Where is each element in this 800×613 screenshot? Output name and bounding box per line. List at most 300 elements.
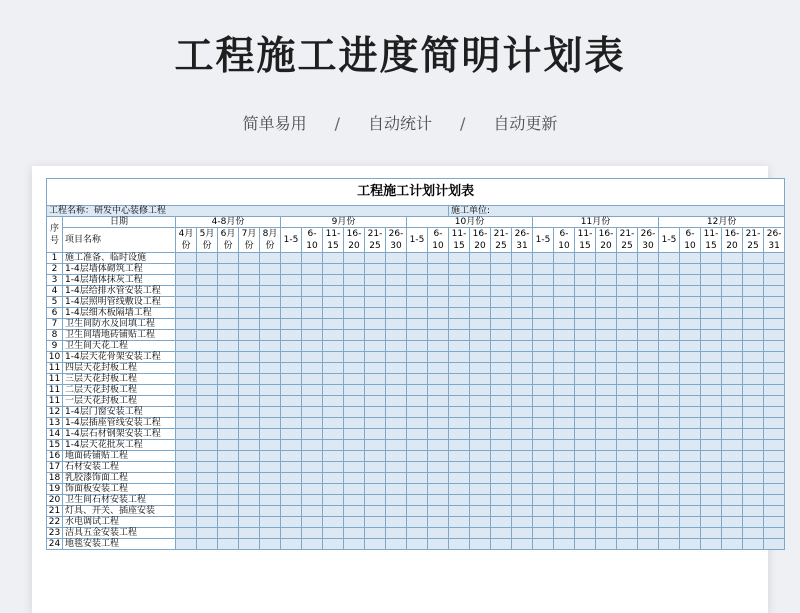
schedule-cell[interactable] — [428, 330, 449, 341]
schedule-cell[interactable] — [260, 462, 281, 473]
schedule-cell[interactable] — [596, 440, 617, 451]
schedule-cell[interactable] — [386, 341, 407, 352]
schedule-cell[interactable] — [680, 528, 701, 539]
schedule-cell[interactable] — [260, 286, 281, 297]
schedule-cell[interactable] — [638, 264, 659, 275]
schedule-cell[interactable] — [281, 407, 302, 418]
schedule-cell[interactable] — [554, 286, 575, 297]
schedule-cell[interactable] — [512, 462, 533, 473]
schedule-cell[interactable] — [239, 352, 260, 363]
schedule-cell[interactable] — [239, 517, 260, 528]
schedule-cell[interactable] — [533, 484, 554, 495]
schedule-cell[interactable] — [722, 451, 743, 462]
schedule-cell[interactable] — [386, 297, 407, 308]
schedule-cell[interactable] — [323, 418, 344, 429]
schedule-cell[interactable] — [449, 440, 470, 451]
schedule-cell[interactable] — [701, 528, 722, 539]
schedule-cell[interactable] — [533, 407, 554, 418]
schedule-cell[interactable] — [281, 385, 302, 396]
schedule-cell[interactable] — [197, 462, 218, 473]
schedule-cell[interactable] — [617, 396, 638, 407]
schedule-cell[interactable] — [344, 517, 365, 528]
schedule-cell[interactable] — [701, 440, 722, 451]
schedule-cell[interactable] — [491, 473, 512, 484]
schedule-cell[interactable] — [449, 253, 470, 264]
schedule-cell[interactable] — [554, 352, 575, 363]
schedule-cell[interactable] — [428, 495, 449, 506]
schedule-cell[interactable] — [302, 506, 323, 517]
schedule-cell[interactable] — [449, 341, 470, 352]
schedule-cell[interactable] — [428, 363, 449, 374]
schedule-cell[interactable] — [428, 286, 449, 297]
schedule-cell[interactable] — [344, 462, 365, 473]
schedule-cell[interactable] — [533, 517, 554, 528]
schedule-cell[interactable] — [176, 275, 197, 286]
schedule-cell[interactable] — [638, 275, 659, 286]
schedule-cell[interactable] — [302, 407, 323, 418]
schedule-cell[interactable] — [512, 308, 533, 319]
schedule-cell[interactable] — [344, 297, 365, 308]
schedule-cell[interactable] — [260, 253, 281, 264]
schedule-cell[interactable] — [743, 462, 764, 473]
schedule-cell[interactable] — [239, 539, 260, 550]
schedule-cell[interactable] — [365, 506, 386, 517]
schedule-cell[interactable] — [596, 264, 617, 275]
schedule-cell[interactable] — [596, 495, 617, 506]
schedule-cell[interactable] — [638, 253, 659, 264]
schedule-cell[interactable] — [344, 484, 365, 495]
schedule-cell[interactable] — [596, 451, 617, 462]
schedule-cell[interactable] — [323, 528, 344, 539]
schedule-cell[interactable] — [764, 473, 785, 484]
schedule-cell[interactable] — [449, 374, 470, 385]
schedule-cell[interactable] — [407, 385, 428, 396]
schedule-cell[interactable] — [533, 506, 554, 517]
schedule-cell[interactable] — [260, 297, 281, 308]
schedule-cell[interactable] — [617, 275, 638, 286]
schedule-cell[interactable] — [617, 286, 638, 297]
schedule-cell[interactable] — [596, 528, 617, 539]
schedule-cell[interactable] — [722, 352, 743, 363]
schedule-cell[interactable] — [554, 528, 575, 539]
schedule-cell[interactable] — [260, 539, 281, 550]
schedule-cell[interactable] — [470, 484, 491, 495]
schedule-cell[interactable] — [617, 506, 638, 517]
schedule-cell[interactable] — [302, 462, 323, 473]
schedule-cell[interactable] — [512, 319, 533, 330]
schedule-cell[interactable] — [722, 374, 743, 385]
schedule-cell[interactable] — [533, 429, 554, 440]
schedule-cell[interactable] — [638, 517, 659, 528]
schedule-cell[interactable] — [554, 374, 575, 385]
schedule-cell[interactable] — [743, 473, 764, 484]
schedule-cell[interactable] — [743, 363, 764, 374]
schedule-cell[interactable] — [428, 506, 449, 517]
schedule-cell[interactable] — [302, 396, 323, 407]
schedule-cell[interactable] — [533, 539, 554, 550]
schedule-cell[interactable] — [638, 341, 659, 352]
schedule-cell[interactable] — [533, 528, 554, 539]
schedule-cell[interactable] — [512, 286, 533, 297]
schedule-cell[interactable] — [302, 495, 323, 506]
schedule-cell[interactable] — [701, 385, 722, 396]
schedule-cell[interactable] — [449, 363, 470, 374]
schedule-cell[interactable] — [407, 253, 428, 264]
schedule-cell[interactable] — [239, 451, 260, 462]
schedule-cell[interactable] — [554, 517, 575, 528]
schedule-cell[interactable] — [638, 308, 659, 319]
schedule-cell[interactable] — [617, 264, 638, 275]
schedule-cell[interactable] — [281, 440, 302, 451]
schedule-cell[interactable] — [680, 495, 701, 506]
schedule-cell[interactable] — [659, 264, 680, 275]
schedule-cell[interactable] — [764, 528, 785, 539]
schedule-cell[interactable] — [764, 341, 785, 352]
schedule-cell[interactable] — [638, 506, 659, 517]
schedule-cell[interactable] — [197, 506, 218, 517]
schedule-cell[interactable] — [449, 429, 470, 440]
schedule-cell[interactable] — [617, 528, 638, 539]
schedule-cell[interactable] — [575, 297, 596, 308]
schedule-cell[interactable] — [617, 462, 638, 473]
schedule-cell[interactable] — [512, 484, 533, 495]
schedule-cell[interactable] — [680, 517, 701, 528]
schedule-cell[interactable] — [533, 440, 554, 451]
schedule-cell[interactable] — [533, 341, 554, 352]
schedule-cell[interactable] — [449, 275, 470, 286]
schedule-cell[interactable] — [281, 396, 302, 407]
schedule-cell[interactable] — [239, 440, 260, 451]
schedule-cell[interactable] — [218, 363, 239, 374]
schedule-cell[interactable] — [701, 319, 722, 330]
schedule-cell[interactable] — [470, 264, 491, 275]
schedule-cell[interactable] — [764, 495, 785, 506]
schedule-cell[interactable] — [575, 363, 596, 374]
schedule-cell[interactable] — [596, 473, 617, 484]
schedule-cell[interactable] — [491, 528, 512, 539]
schedule-cell[interactable] — [176, 418, 197, 429]
schedule-cell[interactable] — [470, 275, 491, 286]
schedule-cell[interactable] — [764, 539, 785, 550]
schedule-cell[interactable] — [470, 440, 491, 451]
schedule-cell[interactable] — [218, 319, 239, 330]
schedule-cell[interactable] — [596, 352, 617, 363]
schedule-cell[interactable] — [344, 286, 365, 297]
schedule-cell[interactable] — [533, 385, 554, 396]
schedule-cell[interactable] — [386, 418, 407, 429]
schedule-cell[interactable] — [596, 407, 617, 418]
schedule-cell[interactable] — [512, 539, 533, 550]
schedule-cell[interactable] — [659, 385, 680, 396]
schedule-cell[interactable] — [260, 429, 281, 440]
schedule-cell[interactable] — [680, 539, 701, 550]
schedule-cell[interactable] — [764, 352, 785, 363]
schedule-cell[interactable] — [344, 264, 365, 275]
schedule-cell[interactable] — [386, 308, 407, 319]
schedule-cell[interactable] — [743, 451, 764, 462]
schedule-cell[interactable] — [659, 253, 680, 264]
schedule-cell[interactable] — [491, 418, 512, 429]
schedule-cell[interactable] — [701, 506, 722, 517]
schedule-cell[interactable] — [680, 418, 701, 429]
schedule-cell[interactable] — [218, 528, 239, 539]
schedule-cell[interactable] — [575, 429, 596, 440]
schedule-cell[interactable] — [407, 517, 428, 528]
schedule-cell[interactable] — [638, 418, 659, 429]
schedule-cell[interactable] — [470, 308, 491, 319]
schedule-cell[interactable] — [260, 473, 281, 484]
schedule-cell[interactable] — [680, 506, 701, 517]
schedule-cell[interactable] — [365, 330, 386, 341]
schedule-cell[interactable] — [428, 517, 449, 528]
schedule-cell[interactable] — [638, 407, 659, 418]
schedule-cell[interactable] — [197, 539, 218, 550]
schedule-cell[interactable] — [596, 385, 617, 396]
schedule-cell[interactable] — [407, 506, 428, 517]
schedule-cell[interactable] — [302, 319, 323, 330]
schedule-cell[interactable] — [323, 275, 344, 286]
schedule-cell[interactable] — [596, 506, 617, 517]
schedule-cell[interactable] — [197, 297, 218, 308]
schedule-cell[interactable] — [638, 440, 659, 451]
schedule-cell[interactable] — [323, 330, 344, 341]
schedule-cell[interactable] — [764, 429, 785, 440]
schedule-cell[interactable] — [470, 462, 491, 473]
schedule-cell[interactable] — [554, 407, 575, 418]
schedule-cell[interactable] — [470, 539, 491, 550]
schedule-cell[interactable] — [176, 297, 197, 308]
schedule-cell[interactable] — [743, 484, 764, 495]
schedule-cell[interactable] — [491, 385, 512, 396]
schedule-cell[interactable] — [218, 407, 239, 418]
schedule-cell[interactable] — [512, 396, 533, 407]
schedule-cell[interactable] — [197, 429, 218, 440]
schedule-cell[interactable] — [512, 451, 533, 462]
schedule-cell[interactable] — [491, 517, 512, 528]
schedule-cell[interactable] — [680, 297, 701, 308]
schedule-cell[interactable] — [533, 396, 554, 407]
schedule-cell[interactable] — [239, 462, 260, 473]
schedule-cell[interactable] — [680, 385, 701, 396]
schedule-cell[interactable] — [554, 341, 575, 352]
schedule-cell[interactable] — [386, 330, 407, 341]
schedule-cell[interactable] — [575, 341, 596, 352]
schedule-cell[interactable] — [701, 352, 722, 363]
schedule-cell[interactable] — [407, 440, 428, 451]
schedule-cell[interactable] — [722, 396, 743, 407]
schedule-cell[interactable] — [554, 319, 575, 330]
schedule-cell[interactable] — [449, 528, 470, 539]
schedule-cell[interactable] — [239, 407, 260, 418]
schedule-cell[interactable] — [470, 374, 491, 385]
schedule-cell[interactable] — [743, 275, 764, 286]
schedule-cell[interactable] — [533, 319, 554, 330]
schedule-cell[interactable] — [386, 451, 407, 462]
schedule-cell[interactable] — [386, 275, 407, 286]
schedule-cell[interactable] — [659, 352, 680, 363]
schedule-cell[interactable] — [659, 308, 680, 319]
schedule-cell[interactable] — [575, 539, 596, 550]
schedule-cell[interactable] — [386, 517, 407, 528]
schedule-cell[interactable] — [596, 330, 617, 341]
schedule-cell[interactable] — [743, 429, 764, 440]
schedule-cell[interactable] — [197, 352, 218, 363]
schedule-cell[interactable] — [281, 363, 302, 374]
schedule-cell[interactable] — [344, 374, 365, 385]
schedule-cell[interactable] — [764, 484, 785, 495]
schedule-cell[interactable] — [239, 528, 260, 539]
schedule-cell[interactable] — [281, 462, 302, 473]
schedule-cell[interactable] — [659, 319, 680, 330]
schedule-cell[interactable] — [428, 297, 449, 308]
schedule-cell[interactable] — [764, 363, 785, 374]
schedule-cell[interactable] — [638, 319, 659, 330]
schedule-cell[interactable] — [638, 385, 659, 396]
schedule-cell[interactable] — [680, 341, 701, 352]
schedule-cell[interactable] — [470, 297, 491, 308]
schedule-cell[interactable] — [239, 363, 260, 374]
schedule-cell[interactable] — [197, 253, 218, 264]
schedule-cell[interactable] — [638, 528, 659, 539]
schedule-cell[interactable] — [365, 517, 386, 528]
schedule-cell[interactable] — [386, 385, 407, 396]
schedule-cell[interactable] — [386, 286, 407, 297]
schedule-cell[interactable] — [239, 506, 260, 517]
schedule-cell[interactable] — [659, 396, 680, 407]
schedule-cell[interactable] — [281, 264, 302, 275]
schedule-cell[interactable] — [239, 275, 260, 286]
schedule-cell[interactable] — [365, 319, 386, 330]
schedule-cell[interactable] — [302, 264, 323, 275]
schedule-cell[interactable] — [323, 506, 344, 517]
schedule-cell[interactable] — [701, 264, 722, 275]
schedule-cell[interactable] — [701, 308, 722, 319]
schedule-cell[interactable] — [386, 319, 407, 330]
schedule-cell[interactable] — [743, 297, 764, 308]
schedule-cell[interactable] — [596, 363, 617, 374]
schedule-cell[interactable] — [554, 539, 575, 550]
schedule-cell[interactable] — [344, 253, 365, 264]
schedule-cell[interactable] — [512, 253, 533, 264]
schedule-cell[interactable] — [197, 308, 218, 319]
schedule-cell[interactable] — [722, 462, 743, 473]
schedule-cell[interactable] — [491, 374, 512, 385]
schedule-cell[interactable] — [428, 308, 449, 319]
schedule-cell[interactable] — [554, 451, 575, 462]
schedule-cell[interactable] — [491, 539, 512, 550]
schedule-cell[interactable] — [743, 264, 764, 275]
schedule-cell[interactable] — [512, 440, 533, 451]
schedule-cell[interactable] — [722, 506, 743, 517]
schedule-cell[interactable] — [365, 473, 386, 484]
schedule-cell[interactable] — [218, 451, 239, 462]
schedule-cell[interactable] — [680, 308, 701, 319]
schedule-cell[interactable] — [344, 429, 365, 440]
schedule-cell[interactable] — [722, 517, 743, 528]
schedule-cell[interactable] — [218, 495, 239, 506]
schedule-cell[interactable] — [659, 297, 680, 308]
schedule-cell[interactable] — [365, 407, 386, 418]
schedule-cell[interactable] — [743, 396, 764, 407]
schedule-cell[interactable] — [260, 363, 281, 374]
schedule-cell[interactable] — [239, 385, 260, 396]
schedule-cell[interactable] — [176, 473, 197, 484]
schedule-cell[interactable] — [659, 495, 680, 506]
schedule-cell[interactable] — [680, 407, 701, 418]
schedule-cell[interactable] — [575, 385, 596, 396]
schedule-cell[interactable] — [470, 396, 491, 407]
schedule-cell[interactable] — [764, 319, 785, 330]
schedule-cell[interactable] — [386, 407, 407, 418]
schedule-cell[interactable] — [512, 473, 533, 484]
schedule-cell[interactable] — [617, 429, 638, 440]
schedule-cell[interactable] — [407, 473, 428, 484]
schedule-cell[interactable] — [281, 451, 302, 462]
schedule-cell[interactable] — [596, 429, 617, 440]
schedule-cell[interactable] — [617, 385, 638, 396]
schedule-cell[interactable] — [344, 451, 365, 462]
schedule-cell[interactable] — [344, 396, 365, 407]
schedule-cell[interactable] — [344, 363, 365, 374]
schedule-cell[interactable] — [386, 429, 407, 440]
schedule-cell[interactable] — [512, 517, 533, 528]
schedule-cell[interactable] — [386, 495, 407, 506]
schedule-cell[interactable] — [218, 396, 239, 407]
schedule-cell[interactable] — [218, 253, 239, 264]
schedule-cell[interactable] — [680, 352, 701, 363]
schedule-cell[interactable] — [407, 297, 428, 308]
schedule-cell[interactable] — [344, 440, 365, 451]
schedule-cell[interactable] — [722, 528, 743, 539]
schedule-cell[interactable] — [701, 275, 722, 286]
schedule-cell[interactable] — [701, 473, 722, 484]
schedule-cell[interactable] — [638, 539, 659, 550]
schedule-cell[interactable] — [239, 341, 260, 352]
schedule-cell[interactable] — [491, 253, 512, 264]
schedule-cell[interactable] — [344, 319, 365, 330]
schedule-cell[interactable] — [281, 253, 302, 264]
schedule-cell[interactable] — [722, 264, 743, 275]
schedule-cell[interactable] — [554, 308, 575, 319]
schedule-cell[interactable] — [197, 374, 218, 385]
schedule-cell[interactable] — [722, 429, 743, 440]
schedule-cell[interactable] — [659, 451, 680, 462]
schedule-cell[interactable] — [428, 407, 449, 418]
schedule-cell[interactable] — [722, 407, 743, 418]
schedule-cell[interactable] — [617, 352, 638, 363]
schedule-cell[interactable] — [764, 506, 785, 517]
schedule-cell[interactable] — [197, 396, 218, 407]
schedule-cell[interactable] — [617, 407, 638, 418]
schedule-cell[interactable] — [197, 407, 218, 418]
schedule-cell[interactable] — [281, 539, 302, 550]
schedule-cell[interactable] — [491, 363, 512, 374]
schedule-cell[interactable] — [260, 418, 281, 429]
schedule-cell[interactable] — [512, 330, 533, 341]
schedule-cell[interactable] — [617, 363, 638, 374]
schedule-cell[interactable] — [491, 396, 512, 407]
schedule-cell[interactable] — [344, 330, 365, 341]
schedule-cell[interactable] — [344, 528, 365, 539]
schedule-cell[interactable] — [407, 374, 428, 385]
schedule-cell[interactable] — [218, 429, 239, 440]
schedule-cell[interactable] — [638, 462, 659, 473]
schedule-cell[interactable] — [764, 286, 785, 297]
schedule-cell[interactable] — [554, 473, 575, 484]
schedule-cell[interactable] — [365, 440, 386, 451]
schedule-cell[interactable] — [302, 330, 323, 341]
schedule-cell[interactable] — [386, 352, 407, 363]
